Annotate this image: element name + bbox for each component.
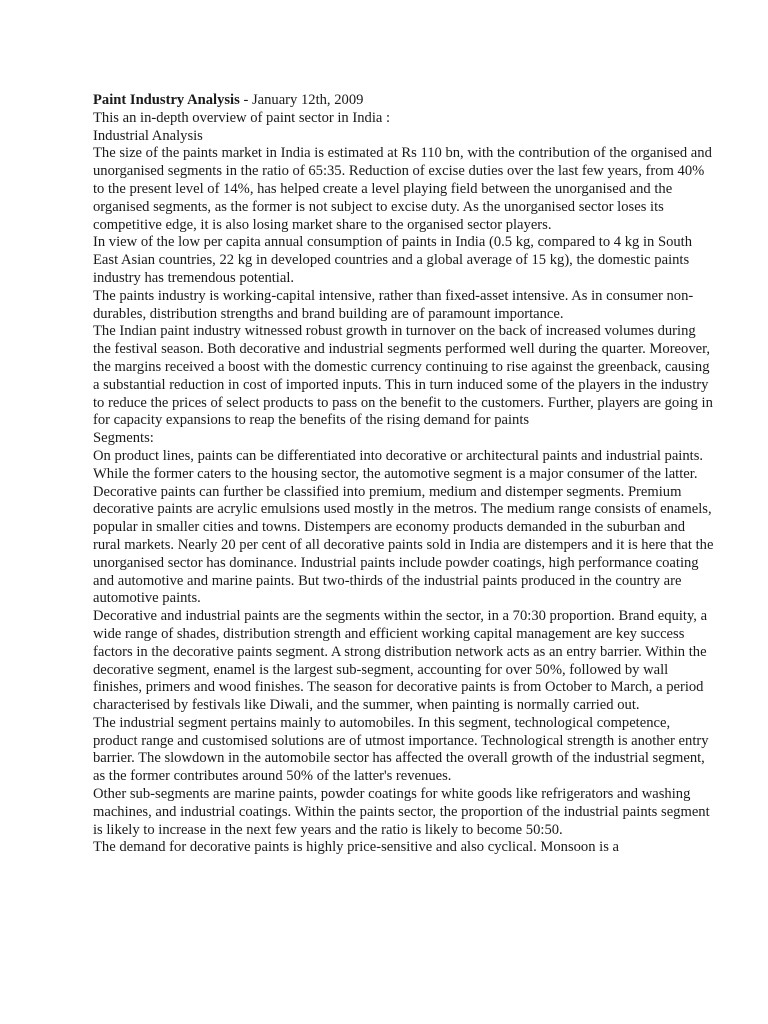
paragraph-decorative-industrial: Decorative and industrial paints are the segments within the sector, in a 70:30 proportion. Brand equity, a wide range of shades, distribution strength and efficient working capital management are key success factors in the decorative paints segment. A strong distribution network acts as an entry barrier. Within the decorative segment, enamel is the largest sub-segment, accounting for over 50%, followed by wall finishes, primers and wood finishes. The season for decorative paints is from October to March, a period characterised by festivals like Diwali, and the summer, when painting is normally carried out. (93, 608, 708, 714)
paragraph-market-size: The size of the paints market in India is estimated at Rs 110 bn, with the contribution of the organised and unorganised segments in the ratio of 65:35. Reduction of excise duties over the last few years, from 40% to the present level of 14%, has helped create a level playing field between the unorganised and the organised segments, as the former is not subject to excise duty. As the unorganised sector loses its competitive edge, it is also losing market share to the organised sector players. (93, 145, 712, 233)
document-page (93, 92, 715, 857)
paragraph-growth: The Indian paint industry witnessed robust growth in turnover on the back of increased volumes during the festival season. Both decorative and industrial segments performed well during the quarter. Moreover, the margins received a boost with the domestic currency continuing to rise against the greenback, causing a substantial reduction in cost of imported inputs. This in turn induced some of the players in the industry to reduce the prices of select products to pass on the benefit to the customers. Further, players are going in for capacity expansions to reap the benefits of the rising demand for paints (93, 323, 713, 429)
title-line (93, 92, 715, 110)
paragraph-per-capita-consumption: In view of the low per capita annual consumption of paints in India (0.5 kg, compared to 4 kg in South East Asian countries, 22 kg in developed countries and a global average of 15 kg), the domestic paints industry has tremendous potential. (93, 234, 693, 286)
section-heading-industrial-analysis: Industrial Analysis (93, 127, 203, 144)
paragraph-sub-segments: Other sub-segments are marine paints, powder coatings for white goods like refrigerators and washing machines, and industrial coatings. Within the paints sector, the proportion of the industrial paints segment is likely to increase in the next few years and the ratio is likely to become 50:50. (93, 786, 710, 838)
paragraph-demand: The demand for decorative paints is highly price-sensitive and also cyclical. Monsoon is a (93, 839, 620, 856)
document-date: - January 12th, 2009 (239, 92, 364, 108)
section-heading-segments: Segments: (93, 430, 154, 447)
paragraph-working-capital: The paints industry is working-capital intensive, rather than fixed-asset intensive. As in consumer non-durables, distribution strengths and brand building are of paramount importance. (93, 287, 694, 322)
document-title: Paint Industry Analysis (93, 92, 240, 108)
paragraph-industrial-segment: The industrial segment pertains mainly to automobiles. In this segment, technological competence, product range and customised solutions are of utmost importance. Technological strength is another entry barrier. The slowdown in the automobile sector has affected the overall growth of the industrial segment, as the former contributes around 50% of the latter's revenues. (93, 714, 709, 785)
intro-line: This an in-depth overview of paint sector in India : (93, 109, 391, 126)
paragraph-product-lines: On product lines, paints can be differentiated into decorative or architectural paints and industrial paints. While the former caters to the housing sector, the automotive segment is a major consumer of the latter. Decorative paints can further be classified into premium, medium and distemper segments. Premium decorative paints are acrylic emulsions used mostly in the metros. The medium range consists of enamels, popular in smaller cities and towns. Distempers are economy products demanded in the suburban and rural markets. Nearly 20 per cent of all decorative paints sold in India are distempers and it is here that the unorganised sector has dominance. Industrial paints include powder coatings, high performance coating and automotive and marine paints. But two-thirds of the industrial paints produced in the country are automotive paints. (93, 447, 714, 607)
